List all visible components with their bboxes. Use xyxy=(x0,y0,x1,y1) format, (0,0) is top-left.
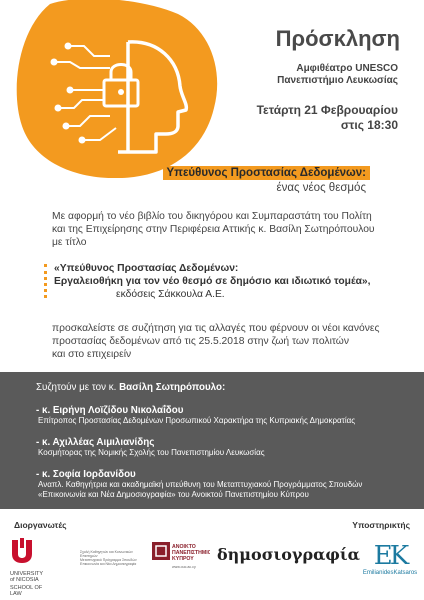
subject-heading xyxy=(130,163,370,194)
discussion-intro xyxy=(36,382,404,393)
book-quote xyxy=(44,262,404,301)
university-of-nicosia-logo xyxy=(10,538,54,597)
open-university-emblem-icon xyxy=(152,542,210,576)
speaker-role: Επίτροπος Προστασίας Δεδομένων Προσωπικού Χαρακτήρα της Κυπριακής Δημοκρατίας xyxy=(38,416,356,425)
cmt-text: Μεταπτυχιακό Πρόγραμμα Σπουδών xyxy=(80,558,137,562)
invite-line: προσκαλείστε σε συζήτηση για τις αλλαγές που φέρνουν οι νέοι κανόνες xyxy=(52,323,380,334)
intro-line: με τίτλο xyxy=(52,237,87,248)
organizers-label: Διοργανωτές xyxy=(14,520,67,530)
venue xyxy=(277,63,398,87)
orange-splash-shape xyxy=(17,0,217,178)
lock-keyhole xyxy=(118,89,124,95)
speaker-name: - κ. Ειρήνη Λοϊζίδου Νικολαΐδου xyxy=(36,405,184,416)
ou-text: ΚΥΠΡΟΥ xyxy=(172,556,194,562)
event-date xyxy=(257,103,398,133)
venue-university: Πανεπιστήμιο Λευκωσίας xyxy=(277,75,398,86)
book-publisher: εκδόσεις Σάκκουλα Α.Ε. xyxy=(116,289,225,300)
uni-school: SCHOOL OF LAW xyxy=(10,585,43,597)
subject-highlight: Υπεύθυνος Προστασίας Δεδομένων: xyxy=(163,166,371,180)
cmt-text: Επικοινωνία και Νέα Δημοσιογραφία xyxy=(80,562,137,566)
uni-name: UNIVERSITY xyxy=(10,571,44,577)
book-title-line: «Υπεύθυνος Προστασίας Δεδομένων: xyxy=(54,263,239,274)
event-time: στις 18:30 xyxy=(340,118,398,132)
speaker-role: «Επικοινωνία και Νέα Δημοσιογραφία» του Ανοικτού Πανεπιστημίου Κύπρου xyxy=(38,490,309,499)
speaker-name: - κ. Σοφία Ιορδανίδου xyxy=(36,469,136,480)
discussion-host: Βασίλη Σωτηρόπουλο: xyxy=(119,382,226,393)
data-protection-head-illustration xyxy=(10,0,220,178)
speaker-item xyxy=(36,405,404,426)
speaker-role: Αναπλ. Καθηγήτρια και ακαδημαϊκή υπεύθυνη του Μεταπτυχιακού Προγράμματος Σπουδών xyxy=(38,480,363,489)
ou-url: www.ouc.ac.cy xyxy=(172,565,196,569)
intro-paragraph xyxy=(52,210,397,249)
intro-line: και της Επιχείρησης στην Περιφέρεια Αττικής κ. Βασίλη Σωτηρόπουλου xyxy=(52,224,375,235)
unic-emblem-icon xyxy=(10,538,34,564)
invite-paragraph xyxy=(52,322,397,361)
dimosiografia-logo: δημοσιογραφία xyxy=(217,545,360,564)
uni-name: of NICOSIA xyxy=(10,577,39,583)
cmt-text: Σχολή Καθηγητών και Κοινωνικών Επιστημών xyxy=(80,550,133,558)
invite-line: προστασίας δεδομένων από τις 25.5.2018 στην ζωή των πολιτών xyxy=(52,336,349,347)
page-title: Πρόσκληση xyxy=(275,26,400,51)
sponsor-label: Υποστηρικτής xyxy=(352,520,410,530)
ou-text: ΑΝΟΙΚΤΟ xyxy=(172,544,196,550)
communication-program-logo xyxy=(80,550,148,568)
quote-marker xyxy=(44,264,47,298)
invite-line: και στο επιχειρείν xyxy=(52,349,132,360)
speaker-item xyxy=(36,437,404,458)
intro-line: Με αφορμή το νέο βιβλίο του δικηγόρου και Συμπαραστάτη του Πολίτη xyxy=(52,211,372,222)
venue-hall: Αμφιθέατρο UNESCO xyxy=(296,63,398,74)
speaker-role: Κοσμήτορας της Νομικής Σχολής του Πανεπιστημίου Λευκωσίας xyxy=(38,448,265,457)
ou-text: ΠΑΝΕΠΙΣΤΗΜΙΟ xyxy=(172,550,210,556)
book-title-line: Εργαλειοθήκη για τον νέο θεσμό σε δημόσιο και ιδιωτικό τομέα», xyxy=(54,276,371,287)
speaker-item xyxy=(36,469,404,500)
open-university-logo xyxy=(152,542,210,576)
subject-subtitle: ένας νέος θεσμός xyxy=(276,182,366,194)
emilianides-katsaros-logo xyxy=(362,542,418,590)
ek-monogram: EK xyxy=(373,541,407,571)
event-day: Τετάρτη 21 Φεβρουαρίου xyxy=(256,103,398,117)
discussion-intro-text: Συζητούν με τον κ. xyxy=(36,382,117,393)
speakers-band xyxy=(0,372,424,509)
ek-name: EmilianidesKatsaros xyxy=(362,570,418,576)
speaker-name: - κ. Αχιλλέας Αιμιλιανίδης xyxy=(36,437,155,448)
